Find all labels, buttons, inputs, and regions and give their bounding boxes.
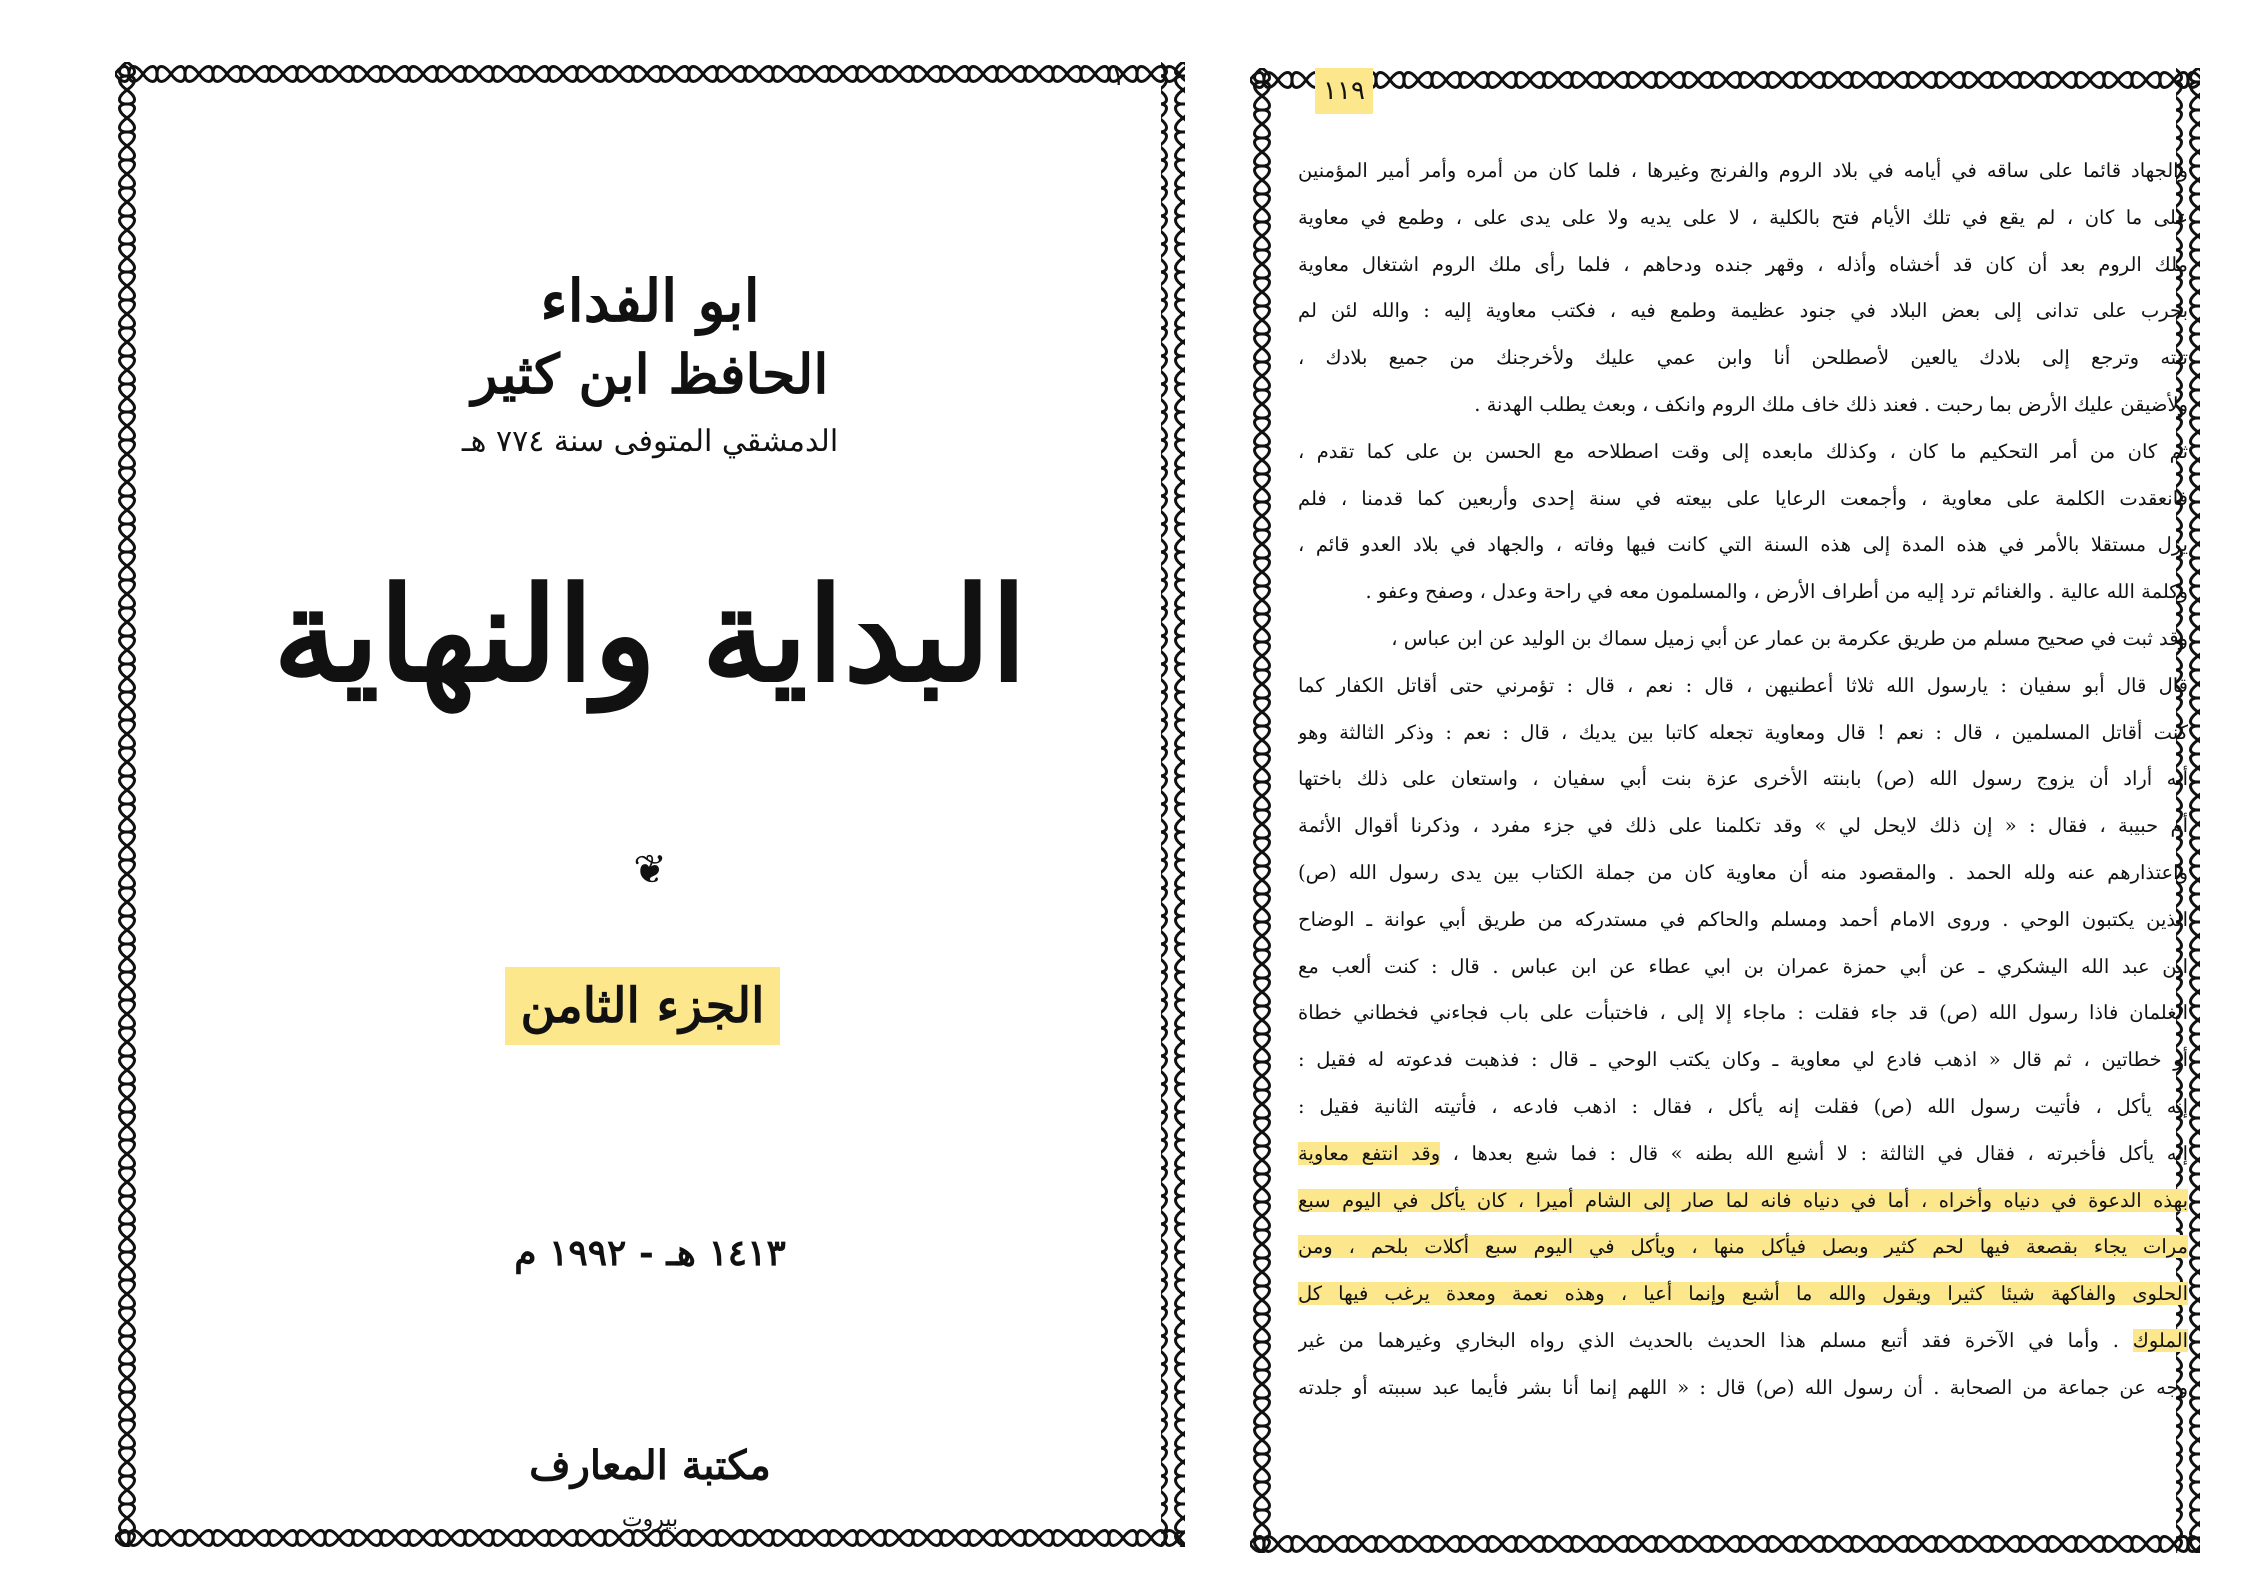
publication-date: ١٤١٣ هـ - ١٩٩٢ م [514,1232,786,1274]
highlighted-text: الملوك [2132,1328,2188,1352]
text-line [1298,1178,2188,1225]
text-line: الذين يكتبون الوحي . وروى الامام أحمد ومسلم والحاكم في مستدركه من طريق أبي عوانة ـ الوضاح [1298,907,2188,931]
text-line: وجه عن جماعة من الصحابة . أن رسول الله (ص) قال : « اللهم إنما أنا بشر فأيما عبد سببته أو جلدته [1298,1375,2188,1399]
text-line: كنت أقاتل المسلمين ، قال : نعم ! قال ومعاوية تجعله كاتبا بين يديك ، قال : نعم : وذكر الثالثة وهو [1298,720,2188,744]
text-line: بحرب على تدانى إلى بعض البلاد في جنود عظيمة وطمع فيه ، فكتب معاوية إليه : والله لئن لم [1298,299,2188,323]
text-line [1298,1318,2188,1365]
text-line: ولأضيقن عليك الأرض بما رحبت . فعند ذلك خاف ملك الروم وانكف ، وبعث يطلب الهدنة . [1474,392,2188,416]
title-page [115,62,1185,1547]
text-line: واعتذارهم عنه ولله الحمد . والمقصود منه أن معاوية كان من جملة الكتاب بين يدى رسول الله (ص) [1298,860,2188,884]
author-kunya: ابو الفداء [540,267,760,335]
text-line: أو خطاتين ، ثم قال « اذهب فادع لي معاوية ـ وكان يكتب الوحي ـ قال : فذهبت فدعوته له فقيل : [1298,1048,2188,1072]
text-page [1250,68,2200,1553]
line-text: إنه يأكل فأخبرته ، فقال في الثالثة : لا أشبع الله بطنه » قال : فما شبع بعدها ، [1440,1141,2188,1165]
text-line: تنته وترجع إلى بلادك يالعين لأصطلحن أنا وابن عمي عليك ولأخرجنك من جميع بلادك ، [1298,346,2188,370]
page-number-left: ١ [1111,62,1125,92]
volume-label: الجزء الثامن [520,978,765,1034]
text-line: فانعقدت الكلمة على معاوية ، وأجمعت الرعايا على بيعته في سنة إحدى وأربعين كما قدمنا ، فلم [1298,486,2188,510]
publisher-name: مكتبة المعارف [529,1442,771,1489]
line-text: . وأما في الآخرة فقد أتبع مسلم هذا الحديث بالحديث الذي رواه البخاري وغيرهما من غير [1298,1328,2133,1352]
text-line: أم حبيبة ، فقال : « إن ذلك لايحل لي » وقد تكلمنا على ذلك في جزء مفرد ، وذكرنا أقوال الأئمة [1298,814,2188,838]
highlighted-text: مرات يجاء بقصعة فيها لحم كثير وبصل فيأكل منها ، ويأكل في اليوم سبع أكلات بلحم ، ومن [1298,1235,2188,1259]
text-line: أنه أراد أن يزوج رسول الله (ص) بابنته الأخرى عزة بنت أبي سفيان ، واستعان على ذلك باختها [1298,767,2188,791]
volume-highlight [505,967,780,1045]
text-line: ملك الروم بعد أن كان قد أخشاه وأذله ، وقهر جنده ودحاهم ، فلما رأى ملك الروم اشتغال معاوية [1298,252,2188,276]
page-number-right: ١١٩ [1315,68,1373,114]
author-death-date: الدمشقي المتوفى سنة ٧٧٤ هـ [461,424,839,459]
author-name: الحافظ ابن كثير [471,342,829,406]
body-text [1298,148,2188,1412]
text-line [1298,1131,2188,1178]
ornament-icon: ❦ [633,847,667,893]
text-line: قال قال أبو سفيان : يارسول الله ثلاثا أعطنيهن ، قال : نعم ، قال : تؤمرني حتى أقاتل الكفار كما [1298,673,2188,697]
text-line: ابن عبد الله اليشكري ـ عن أبي حمزة عمران بن ابي عطاء عن ابن عباس . قال : كنت ألعب مع [1298,954,2188,978]
publisher-city: بيروت [621,1507,679,1532]
highlighted-text: بهذه الدعوة في دنياه وأخراه ، أما في دنياه فانه لما صار إلى الشام أميرا ، كان يأكل في اليوم سبع [1298,1188,2188,1212]
text-line [1298,1224,2188,1271]
book-title: البداية والنهاية [273,558,1027,711]
highlighted-text: وقد انتفع معاوية [1298,1141,1441,1165]
text-line: يزل مستقلا بالأمر في هذه المدة إلى هذه السنة التي كانت فيها وفاته ، والجهاد في بلاد العدو قائم ، [1298,533,2188,557]
text-line: وكلمة الله عالية . والغنائم ترد إليه من أطراف الأرض ، والمسلمون معه في راحة وعدل ، وصفح وعفو . [1365,580,2188,604]
title-content [155,162,1145,1532]
text-line: إنه يأكل ، فأتيت رسول الله (ص) فقلت إنه يأكل ، فقال : اذهب فادعه ، فأتيته الثانية فقيل : [1298,1094,2188,1118]
text-line: الغلمان فاذا رسول الله (ص) قد جاء فقلت : ماجاء إلا إلى ، فاختبأت على باب فجاءني فخطاني خطاة [1298,1001,2188,1025]
highlighted-text: الحلوى والفاكهة شيئا كثيرا ويقول والله ما أشبع وإنما أعيا ، وهذه نعمة ومعدة يرغب فيها كل [1298,1282,2188,1306]
text-line: ثم كان من أمر التحكيم ما كان ، وكذلك مابعده إلى وقت اصطلاحه مع الحسن بن على كما تقدم ، [1298,439,2188,463]
text-line: والجهاد قائما على ساقه في أيامه في بلاد الروم والفرنج وغيرها ، فلما كان من أمره وأمر أمير المؤمنين [1298,159,2188,182]
text-line: على ما كان ، لم يقع في تلك الأيام فتح بالكلية ، لا على يديه ولا على يدى على ، وطمع في معاوية [1298,205,2188,229]
text-line: وقد ثبت في صحيح مسلم من طريق عكرمة بن عمار عن أبي زميل سماك بن الوليد عن ابن عباس ، [1391,626,2188,650]
text-line [1298,1271,2188,1318]
